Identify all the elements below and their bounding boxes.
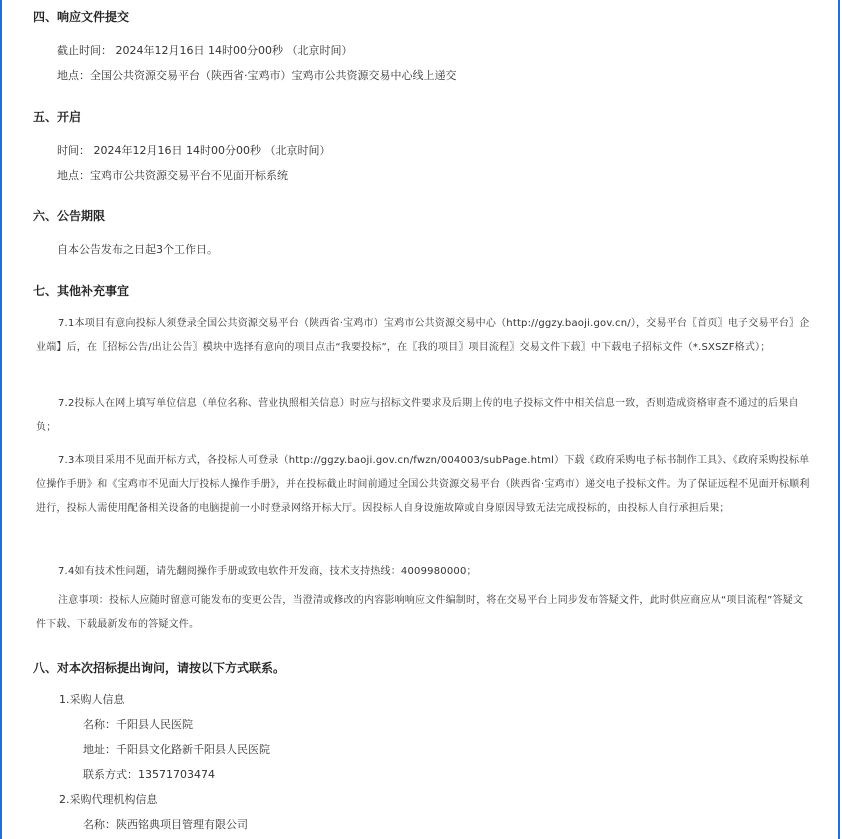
- section-6-title: 六、公告期限: [33, 209, 106, 223]
- opening-location: 地点：宝鸡市公共资源交易平台不见面开标系统: [57, 169, 288, 182]
- agency-info-heading: 2.采购代理机构信息: [59, 793, 158, 806]
- supplement-item-7-1: 7.1本项目有意向投标人须登录全国公共资源交易平台（陕西省·宝鸡市）宝鸡市公共资源交易中心（http://ggzy.baoji.gov.cn/），交易平台〖首页〗电子交易平台〗企业端】后，在〖招标公告/出让公告〗模块中选择有意向的项目点击“我要投标”，在〖我的项目〗项目流程〗交易文件下载〗中下载电子招标文件（*.SXSZF格式）；: [36, 318, 810, 353]
- section-7-title: 七、其他补充事宜: [33, 284, 130, 298]
- supplement-item-7-4: 7.4如有技术性问题，请先翻阅操作手册或致电软件开发商，技术支持热线：4009980000；: [58, 566, 477, 577]
- supplement-notice: 注意事项：投标人应随时留意可能发布的变更公告，当澄清或修改的内容影响响应文件编制时，将在交易平台上同步发布答疑文件，此时供应商应从“项目流程”答疑文件下载、下载最新发布的答疑文件。: [36, 595, 804, 630]
- agency-name: 名称：陕西铭典项目管理有限公司: [83, 818, 248, 831]
- buyer-name: 名称：千阳县人民医院: [83, 718, 193, 731]
- buyer-address: 地址：千阳县文化路新千阳县人民医院: [83, 743, 270, 756]
- supplement-item-7-2: 7.2投标人在网上填写单位信息（单位名称、营业执照相关信息）时应与招标文件要求及后期上传的电子投标文件中相关信息一致，否则造成资格审查不通过的后果自负；: [36, 398, 799, 433]
- buyer-contact: 联系方式：13571703474: [83, 768, 215, 781]
- section-4-title: 四、响应文件提交: [33, 10, 130, 24]
- supplement-item-7-3: 7.3本项目采用不见面开标方式，各投标人可登录（http://ggzy.baoji.gov.cn/fwzn/004003/subPage.html）下载《政府采购电子标书制作工具》、《政府采购投标单位操作手册》和《宝鸡市不见面大厅投标人操作手册》，并在投标截止时间前通过全国公共资源交易平台（陕西省·宝鸡市）递交电子投标文件。为了保证远程不见面开标顺利进行，投标人需使用配备相关设备的电脑提前一小时登录网络开标大厅。因投标人自身设施故障或自身原因导致无法完成投标的，由投标人自行承担后果；: [36, 455, 810, 514]
- submission-deadline: 截止时间： 2024年12月16日 14时00分00秒 （北京时间）: [57, 44, 353, 57]
- buyer-info-heading: 1.采购人信息: [59, 693, 125, 706]
- section-5-title: 五、开启: [33, 110, 82, 124]
- section-8-title: 八、对本次招标提出询问，请按以下方式联系。: [33, 661, 286, 675]
- submission-location: 地点：全国公共资源交易平台（陕西省·宝鸡市）宝鸡市公共资源交易中心线上递交: [57, 69, 457, 82]
- notice-period-text: 自本公告发布之日起3个工作日。: [57, 243, 218, 256]
- opening-time: 时间： 2024年12月16日 14时00分00秒 （北京时间）: [57, 144, 331, 157]
